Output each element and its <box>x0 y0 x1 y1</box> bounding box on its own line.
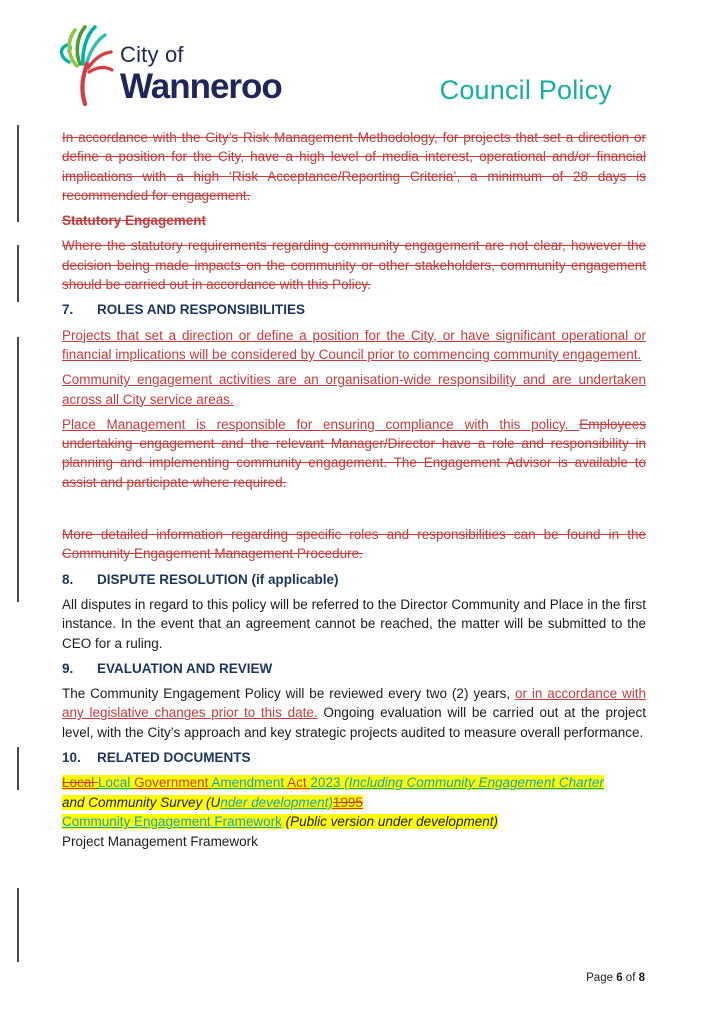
section-heading-8 <box>62 570 646 589</box>
inserted-paragraph-projects: Projects that set a direction or define a position for the City, or have significant operational or financial implications will be considered by Council prior to commencing community engagement. <box>62 327 646 362</box>
section-heading-9 <box>62 659 646 678</box>
related-doc-line-framework <box>62 812 646 832</box>
inserted-text: Place Management is responsible for ensuring compliance with this policy. <box>62 416 580 432</box>
section-number: 8. <box>62 571 74 587</box>
document-body <box>62 128 646 851</box>
deleted-paragraph-statutory-requirements: Where the statutory requirements regarding community engagement are not clear, however the decision being made impacts on the community or other stakeholders, community engagement should be carried out in accordance with this Policy. <box>62 238 646 293</box>
inserted-paragraph-activities: Community engagement activities are an organisation-wide responsibility and are undertaken across all City service areas. <box>62 372 646 407</box>
static-text: and Community Survey (U <box>62 794 221 810</box>
deleted-text: 1995 <box>332 794 363 810</box>
change-bar <box>17 747 19 790</box>
logo-wanneroo: Wanneroo <box>120 67 282 106</box>
of-word: of <box>622 972 639 984</box>
mixed-paragraph-place-management <box>62 415 646 492</box>
section-number: 9. <box>62 660 74 676</box>
change-bar <box>17 125 19 222</box>
page-number-footer <box>586 972 645 984</box>
paragraph-disputes: All disputes in regard to this policy will be referred to the Director Community and Place in the first instance. In the event that an agreement cannot be reached, the matter will be submitted to the CEO for a ruling. <box>62 596 646 651</box>
related-doc-link[interactable]: Amendment <box>211 775 288 791</box>
inserted-text: Government <box>134 775 212 791</box>
deleted-paragraph-more-detail: More detailed information regarding specific roles and responsibilities can be found in the Community Engagement Management Procedure. <box>62 527 646 562</box>
document-type-title: Council Policy <box>439 75 612 105</box>
deleted-text: Employees undertaking engagement and the relevant Manager/Director have a role and responsibility in planning and implementing community engagement. The Engagement Advisor is available to assist and participate where required. <box>62 416 646 490</box>
related-doc-link[interactable]: (Including Community Engagement Charter <box>344 775 604 791</box>
section-title: ROLES AND RESPONSIBILITIES <box>97 302 306 318</box>
city-of-wanneroo-logo <box>58 22 282 108</box>
section-heading-10 <box>62 748 646 767</box>
change-bar <box>17 337 19 602</box>
section-title: EVALUATION AND REVIEW <box>97 660 273 676</box>
static-text: The Community Engagement Policy will be reviewed every two (2) years, <box>62 686 515 702</box>
kangaroo-paw-flower-icon <box>58 22 116 108</box>
section-heading-7 <box>62 300 646 319</box>
inserted-text: Act <box>287 775 311 791</box>
deleted-text: Local <box>62 775 99 791</box>
change-bar <box>17 888 19 962</box>
related-doc-link[interactable]: 2023 <box>310 775 345 791</box>
logo-city-of: City of <box>120 42 184 67</box>
related-doc-link[interactable]: Community Engagement Framework <box>62 814 282 830</box>
inserted-text: or in accordance with any legislative changes prior to this date. <box>62 686 646 721</box>
section-title: RELATED DOCUMENTS <box>97 750 251 766</box>
logo-wordmark <box>120 44 282 104</box>
related-doc-link[interactable]: Local <box>98 775 135 791</box>
deleted-paragraph-risk-methodology: In accordance with the City’s Risk Management Methodology, for projects that set a direction or define a position for the City, have a high level of media interest, operational and/or financial implications with a high ‘Risk Acceptance/Reporting Criteria’, a minimum of 28 days is recommended for engagement. <box>62 130 646 203</box>
section-number: 10. <box>62 750 81 766</box>
change-bar <box>17 245 19 302</box>
section-number: 7. <box>62 302 74 318</box>
mixed-paragraph-review <box>62 684 646 742</box>
deleted-heading-statutory-engagement: Statutory Engagement <box>62 213 207 229</box>
total-page-number: 8 <box>638 972 645 984</box>
related-doc-line-pmf: Project Management Framework <box>62 833 258 849</box>
page-word: Page <box>586 972 617 984</box>
static-text: (Public version under development) <box>281 814 498 830</box>
related-doc-link[interactable]: nder development) <box>220 794 333 810</box>
related-doc-line-survey <box>62 793 646 813</box>
related-doc-line-lga <box>62 773 646 793</box>
static-text: Ongoing evaluation will be carried out at the project level, with the City’s approach and key strategic projects audited to measure overall performance. <box>62 705 647 740</box>
section-title: DISPUTE RESOLUTION (if applicable) <box>97 571 339 587</box>
current-page-number: 6 <box>616 972 623 984</box>
